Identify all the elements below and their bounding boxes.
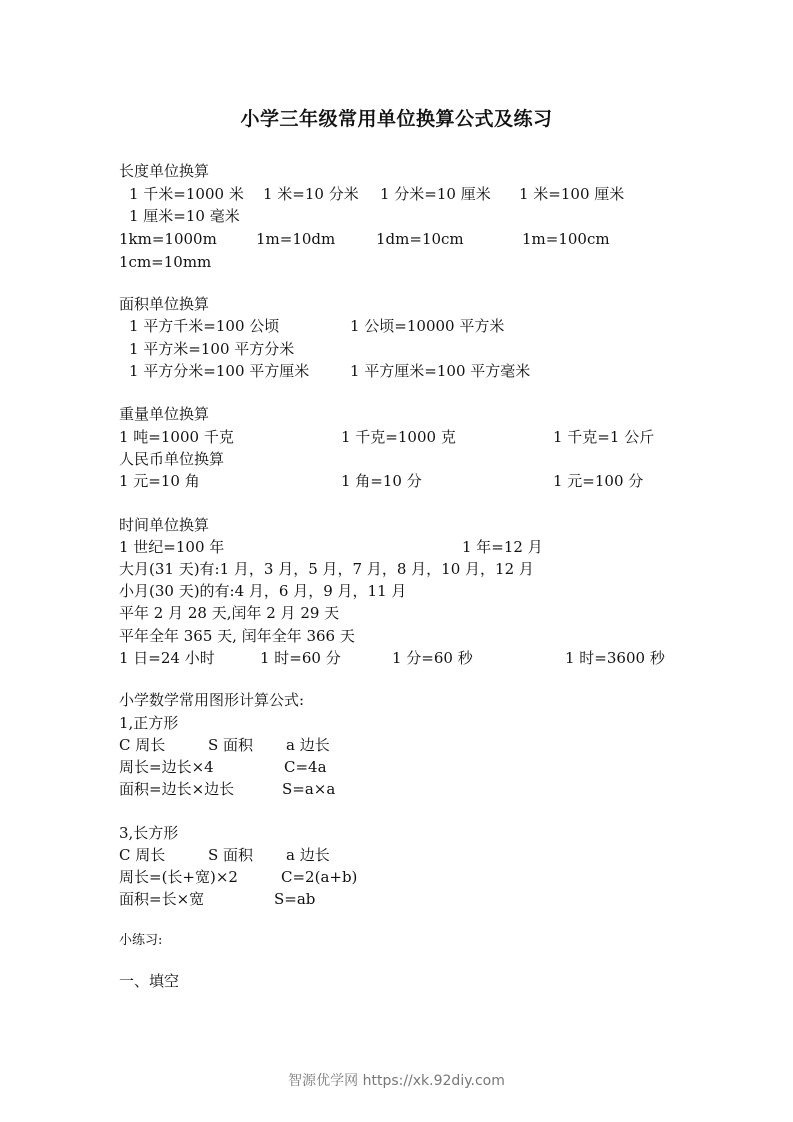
rect-cell: C=2(a+b): [281, 868, 358, 886]
length-row-3: [0, 229, 793, 249]
length-row-4: 1cm=10mm: [119, 253, 212, 271]
rect-cell: a 边长: [286, 846, 330, 864]
length-heading: 长度单位换算: [119, 162, 210, 180]
square-row-3: [0, 779, 793, 799]
money-cell: 1 元=10 角: [119, 472, 200, 490]
time-row-6: [0, 648, 793, 668]
time-row-4: 平年 2 月 28 天,闰年 2 月 29 天: [119, 604, 340, 622]
weight-cell: 1 吨=1000 千克: [119, 428, 234, 446]
rect-row-3: [0, 889, 793, 909]
rect-cell: 周长=(长+宽)×2: [119, 868, 238, 886]
area-cell: 1 平方千米=100 公顷: [129, 317, 280, 335]
area-row-2: 1 平方米=100 平方分米: [129, 340, 295, 358]
area-heading: 面积单位换算: [119, 295, 210, 313]
length-cell: 1 分米=10 厘米: [380, 185, 491, 203]
money-heading: 人民币单位换算: [119, 450, 225, 468]
time-row-3: 小月(30 天)的有:4 月，6 月，9 月，11 月: [119, 582, 407, 600]
time-cell: 1 日=24 小时: [119, 649, 215, 667]
rect-cell: S 面积: [208, 846, 254, 864]
practice-heading: 小练习:: [119, 933, 163, 948]
weight-row-1: [0, 427, 793, 447]
time-cell: 1 时=3600 秒: [565, 649, 665, 667]
length-cell: 1m=100cm: [522, 230, 610, 248]
footer-watermark: 智源优学网 https://xk.92diy.com: [288, 1073, 505, 1089]
area-cell: 1 公顷=10000 平方米: [350, 317, 505, 335]
square-cell: a 边长: [286, 736, 330, 754]
time-cell: 1 世纪=100 年: [119, 538, 225, 556]
money-row-1: [0, 471, 793, 491]
rect-row-1: [0, 845, 793, 865]
time-row-5: 平年全年 365 天, 闰年全年 366 天: [119, 627, 355, 645]
time-cell: 1 年=12 月: [462, 538, 543, 556]
time-cell: 1 时=60 分: [260, 649, 341, 667]
square-cell: S 面积: [208, 736, 254, 754]
area-row-1: [0, 316, 793, 336]
square-cell: C 周长: [119, 736, 166, 754]
time-cell: 1 分=60 秒: [392, 649, 473, 667]
length-cell: 1 米=10 分米: [263, 185, 359, 203]
length-cell: 1 千米=1000 米: [129, 185, 244, 203]
practice-subheading: 一、填空: [119, 972, 180, 990]
rect-cell: C 周长: [119, 846, 166, 864]
area-row-3: [0, 361, 793, 381]
page-title: 小学三年级常用单位换算公式及练习: [240, 108, 553, 130]
weight-heading: 重量单位换算: [119, 405, 210, 423]
square-heading: 1,正方形: [119, 714, 179, 732]
rect-cell: S=ab: [274, 890, 316, 908]
length-cell: 1dm=10cm: [376, 230, 464, 248]
time-heading: 时间单位换算: [119, 516, 210, 534]
square-cell: C=4a: [284, 758, 327, 776]
area-cell: 1 平方分米=100 平方厘米: [129, 362, 310, 380]
shapes-heading: 小学数学常用图形计算公式:: [119, 691, 305, 709]
money-cell: 1 元=100 分: [553, 472, 644, 490]
weight-cell: 1 千克=1 公斤: [553, 428, 655, 446]
length-cell: 1 米=100 厘米: [519, 185, 625, 203]
weight-cell: 1 千克=1000 克: [341, 428, 456, 446]
length-cell: 1m=10dm: [256, 230, 336, 248]
square-cell: 周长=边长×4: [119, 758, 214, 776]
square-cell: 面积=边长×边长: [119, 780, 235, 798]
time-row-2: 大月(31 天)有:1 月，3 月，5 月，7 月，8 月，10 月，12 月: [119, 560, 534, 578]
rect-row-2: [0, 867, 793, 887]
time-row-1: [0, 537, 793, 557]
length-row-1: [0, 184, 793, 204]
square-row-1: [0, 735, 793, 755]
length-row-2: 1 厘米=10 毫米: [129, 207, 240, 225]
rect-cell: 面积=长×宽: [119, 890, 205, 908]
area-cell: 1 平方厘米=100 平方毫米: [350, 362, 531, 380]
square-row-2: [0, 757, 793, 777]
square-cell: S=a×a: [282, 780, 336, 798]
money-cell: 1 角=10 分: [341, 472, 422, 490]
rect-heading: 3,长方形: [119, 824, 179, 842]
length-cell: 1km=1000m: [119, 230, 217, 248]
